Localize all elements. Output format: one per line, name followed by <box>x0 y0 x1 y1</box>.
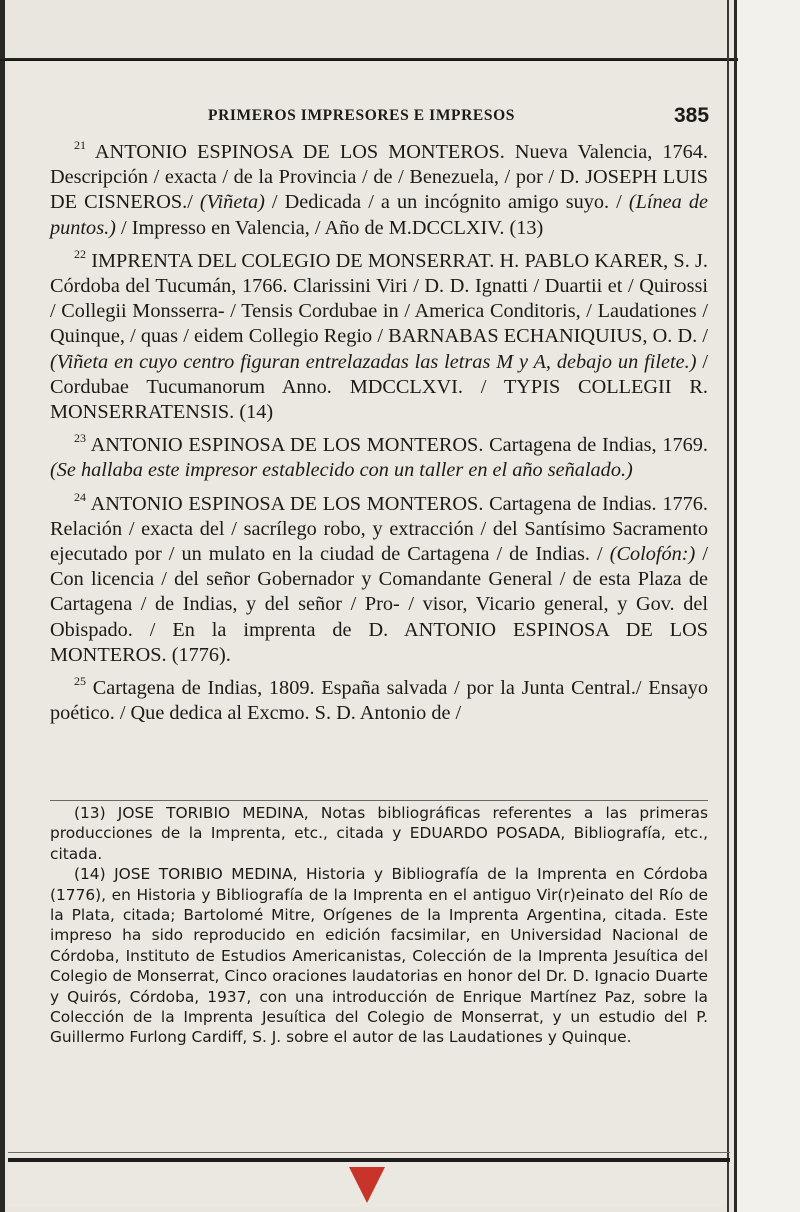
entry-number: 24 <box>74 489 86 504</box>
footnote-14: (14) JOSE TORIBIO MEDINA, Historia y Bibliografía de la Imprenta en Córdoba (1776), en Historia y Bibliografía de la Imprenta en el antiguo Vir(r)einato del Río de la Plata, citada; Bartolomé Mitre, Orígenes de la Imprenta Argentina, citada. Este impreso ha sido reproducido en edición facsimilar, en Universidad Nacional de Córdoba, Instituto de Estudios Americanistas, Colección de la Imprenta Jesuítica del Colegio de Monserrat, Cinco oraciones laudatorias en honor del Dr. D. Ignacio Duarte y Quirós, Córdoba, 1937, con una introducción de Enrique Martínez Paz, sobre la Colección de la Imprenta Jesuítica del Colegio de Monserrat, y un estudio del P. Guillermo Furlong Cardiff, S. J. sobre el autor de las Laudationes y Quinque. <box>50 865 708 1047</box>
entry-italic: (Línea de puntos.) <box>50 191 708 239</box>
entry-23 <box>50 433 708 483</box>
bottom-rule <box>8 1158 730 1162</box>
entry-text: / Cordubae Tucumanorum Anno. MDCCLXVI. / TYPIS COLLEGII R. MONSERRATENSIS. (14) <box>50 350 708 424</box>
scan-edge-left <box>0 0 5 1212</box>
entry-italic: (Colofón:) <box>609 543 696 566</box>
running-title: PRIMEROS IMPRESORES E IMPRESOS <box>208 107 515 124</box>
scan-edge-right <box>727 0 729 1212</box>
entry-number: 22 <box>74 247 86 262</box>
scan-edge-right-outer <box>734 0 737 1212</box>
entry-text: / Con licencia / del señor Gobernador y Comandante General / de esta Plaza de Cartagena / de Indias, y del señor / Pro- / visor, Vicario general, y Gov. del Obispado. / En la imprenta de D. ANTONIO ESPINOSA DE LOS MONTEROS. (1776). <box>50 543 708 666</box>
entry-text: IMPRENTA DEL COLEGIO DE MONSERRAT. H. PABLO KARER, S. J. Córdoba del Tucumán, 1766. Clarissini Viri / D. D. Ignatti / Duartii et / Quirossi / Collegii Monsserra- / Tensis Cordubae in / America Conditoris, / Laudationes / Quinque, / quas / eidem Collegio Regio / BARNABAS ECHANIQUIUS, O. D. / <box>50 249 708 348</box>
entry-number: 23 <box>74 431 86 446</box>
entry-22 <box>50 249 708 425</box>
entry-text: ANTONIO ESPINOSA DE LOS MONTEROS. Cartagena de Indias, 1769. <box>86 434 708 457</box>
main-text <box>50 140 708 734</box>
entry-21 <box>50 140 708 241</box>
entry-text: ANTONIO ESPINOSA DE LOS MONTEROS. Nueva Valencia, 1764. Descripción / exacta / de la Provincia / de / Benezuela, / por / D. JOSEPH LUIS DE CISNEROS./ <box>50 141 708 214</box>
page-number: 385 <box>674 104 710 127</box>
entry-text: Cartagena de Indias, 1809. España salvada / por la Junta Central./ Ensayo poético. / Que dedica al Excmo. S. D. Antonio de / <box>50 677 708 725</box>
entry-text: / Dedicada / a un incógnito amigo suyo. / <box>264 191 629 214</box>
entry-text: ANTONIO ESPINOSA DE LOS MONTEROS. Cartagena de Indias. 1776. Relación / exacta del / sacrílego robo, y extracción / del Santísimo Sacramento ejecutado por / un mulato en la ciudad de Cartagena / de Indias. / <box>50 492 708 566</box>
bottom-thin-rule <box>8 1152 730 1153</box>
footnotes <box>50 803 708 1048</box>
footnote-separator <box>50 800 708 801</box>
top-rule <box>0 58 738 61</box>
red-triangle-marker-icon <box>347 1165 387 1205</box>
entry-number: 25 <box>74 674 86 689</box>
entry-italic: (Se hallaba este impresor establecido con un taller en el año señalado.) <box>50 459 633 482</box>
entry-italic: (Viñeta en cuyo centro figuran entrelazadas las letras M y A, debajo un filete.) <box>50 350 697 373</box>
entry-italic: (Viñeta) <box>199 191 265 214</box>
footnote-13: (13) JOSE TORIBIO MEDINA, Notas bibliográficas referentes a las primeras producciones de la Imprenta, etc., citada y EDUARDO POSADA, Bibliografía, etc., citada. <box>50 804 708 863</box>
entry-25 <box>50 676 708 726</box>
entry-text: / Impresso en Valencia, / Año de M.DCCLXIV. (13) <box>115 216 544 239</box>
entry-number: 21 <box>74 138 86 153</box>
entry-24 <box>50 489 708 668</box>
scan-margin <box>737 0 800 1212</box>
